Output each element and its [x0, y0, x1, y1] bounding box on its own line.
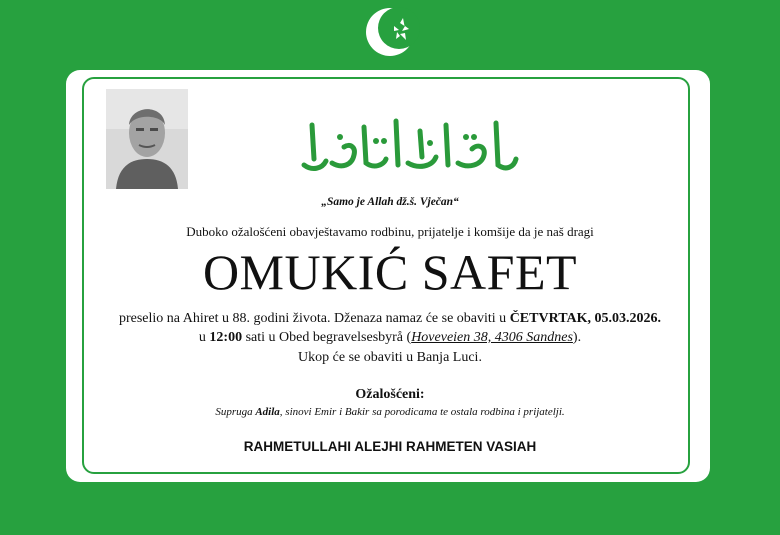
wife-name: Adila [255, 406, 280, 418]
funeral-date: ČETVRTAK, 05.03.2026. [509, 311, 662, 326]
funeral-line-2 [0, 330, 780, 346]
closing-prayer: RAHMETULLAHI ALEJHI RAHMETEN VASIAH [243, 439, 537, 454]
funeral-time: 12:00 [209, 330, 243, 345]
mourners-text: Supruga [215, 406, 256, 418]
intro-text: Duboko ožalošćeni obavještavamo rodbinu, prijatelje i komšije da je naš dragi [186, 224, 594, 239]
mourners-title: Ožalošćeni: [355, 387, 425, 402]
crescent-star-icon [360, 4, 420, 60]
funeral-location-text: sati u Obed begravelsesbyrå ( [242, 330, 412, 345]
funeral-text: preselio na Ahiret u 88. godini života. Dženaza namaz će se obaviti u [118, 311, 510, 326]
mourners-rest: , sinovi Emir i Bakir sa porodicama te ostala rodbina i prijatelji. [279, 406, 565, 418]
deceased-name: OMUKIĆ SAFET [202, 244, 578, 300]
funeral-line-1 [0, 311, 780, 327]
portrait-photo [106, 89, 188, 189]
burial-line: Ukop će se obaviti u Banja Luci. [298, 350, 482, 365]
arabic-calligraphy-image [292, 107, 528, 179]
mourners-list [0, 406, 780, 418]
funeral-line-end: ). [572, 330, 582, 345]
funeral-text-prefix: u [198, 330, 210, 345]
motto: „Samo je Allah dž.š. Vječan“ [321, 196, 459, 208]
funeral-address: Hoveveien 38, 4306 Sandnes [411, 330, 573, 345]
